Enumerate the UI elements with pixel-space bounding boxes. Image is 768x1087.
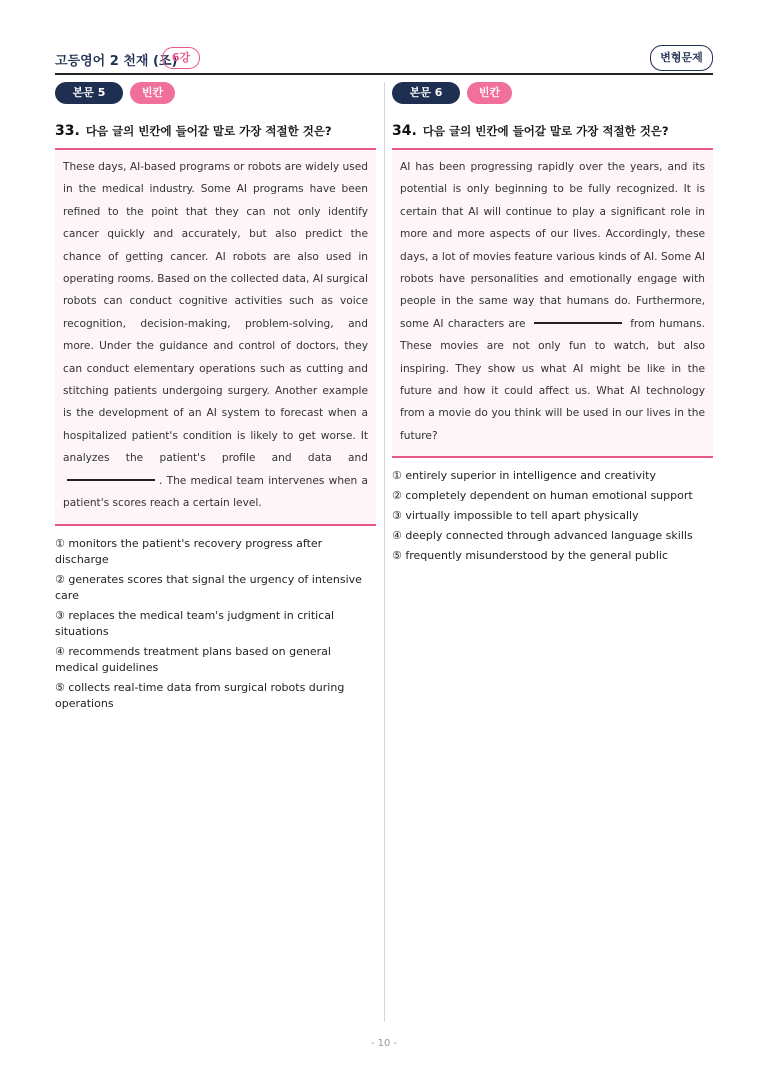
question-prompt bbox=[55, 123, 376, 139]
passage-text-after: from humans. These movies are not only fun to watch, but also inspiring. They show us what AI might be like in the future and how it could affect us. What AI technology from a movie do you think will be used in our lives in the future? bbox=[400, 317, 705, 442]
passage-text-before: These days, AI-based programs or robots are widely used in the medical industry. Some AI programs have been refined to the point that they can not only identify cancer quickly and accurately, but also predict the chance of getting cancer. AI robots are also used in operating rooms. Based on the collected data, AI surgical robots can conduct cognitive activities such as voice recognition, decision-making, problem-solving, and more. Under the guidance and control of doctors, they can conduct elementary operations such as cutting and stitching patients undergoing surgery. Another example is the development of an AI system to forecast when a hospitalized patient's condition is likely to get worse. It analyzes the patient's profile and data and bbox=[63, 161, 368, 465]
question-text: 다음 글의 빈칸에 들어갈 말로 가장 적절한 것은? bbox=[85, 124, 332, 138]
answer-option[interactable]: ① monitors the patient's recovery progress after discharge bbox=[55, 536, 323, 566]
passage-box bbox=[392, 148, 713, 458]
page-number: - 10 - bbox=[370, 1038, 398, 1049]
answer-option[interactable]: ③ virtually impossible to tell apart physically bbox=[392, 509, 639, 523]
passage-number-tag: 본문 6 bbox=[392, 82, 460, 104]
passage-text-before: AI has been progressing rapidly over the years, and its potential is only beginning to be fully recognized. It is certain that AI will continue to play a significant role in more and more aspects of our lives. Accordingly, these days, a lot of movies feature various kinds of AI. Some AI robots have personalities and emotionally engage with people in the same way that humans do. Furthermore, some AI characters are bbox=[400, 161, 705, 330]
column-divider bbox=[384, 82, 385, 1022]
passage-tags bbox=[55, 82, 376, 106]
question-type-badge: 변형문제 bbox=[650, 45, 713, 71]
question-prompt bbox=[392, 123, 713, 139]
blank-type-tag: 빈칸 bbox=[467, 82, 512, 104]
lesson-badge: 6강 bbox=[162, 47, 200, 69]
passage-box bbox=[55, 148, 376, 526]
answer-option[interactable]: ① entirely superior in intelligence and creativity bbox=[392, 469, 656, 483]
answer-option[interactable]: ② completely dependent on human emotional support bbox=[392, 489, 693, 503]
answer-option[interactable]: ② generates scores that signal the urgency of intensive care bbox=[55, 572, 362, 602]
question-number: 34. bbox=[392, 123, 417, 139]
answer-blank bbox=[534, 322, 622, 324]
passage-number-tag: 본문 5 bbox=[55, 82, 123, 104]
answer-option[interactable]: ⑤ frequently misunderstood by the general public bbox=[392, 549, 668, 563]
header-rule bbox=[55, 73, 713, 75]
page-header bbox=[55, 44, 713, 74]
answer-option[interactable]: ④ recommends treatment plans based on general medical guidelines bbox=[55, 644, 331, 674]
passage-text-after: . The medical team intervenes when a patient's scores reach a certain level. bbox=[63, 474, 368, 510]
question-33-column bbox=[55, 82, 376, 716]
answer-options bbox=[392, 468, 713, 564]
answer-option[interactable]: ⑤ collects real-time data from surgical robots during operations bbox=[55, 680, 345, 710]
answer-option[interactable]: ④ deeply connected through advanced language skills bbox=[392, 529, 693, 543]
question-34-column bbox=[392, 82, 713, 568]
blank-type-tag: 빈칸 bbox=[130, 82, 175, 104]
answer-options bbox=[55, 536, 376, 712]
textbook-title: 고등영어 2 천재 (조) bbox=[55, 54, 178, 69]
question-number: 33. bbox=[55, 123, 80, 139]
answer-blank bbox=[67, 479, 155, 481]
question-text: 다음 글의 빈칸에 들어갈 말로 가장 적절한 것은? bbox=[422, 124, 669, 138]
answer-option[interactable]: ③ replaces the medical team's judgment in critical situations bbox=[55, 608, 335, 638]
passage-tags bbox=[392, 82, 713, 106]
